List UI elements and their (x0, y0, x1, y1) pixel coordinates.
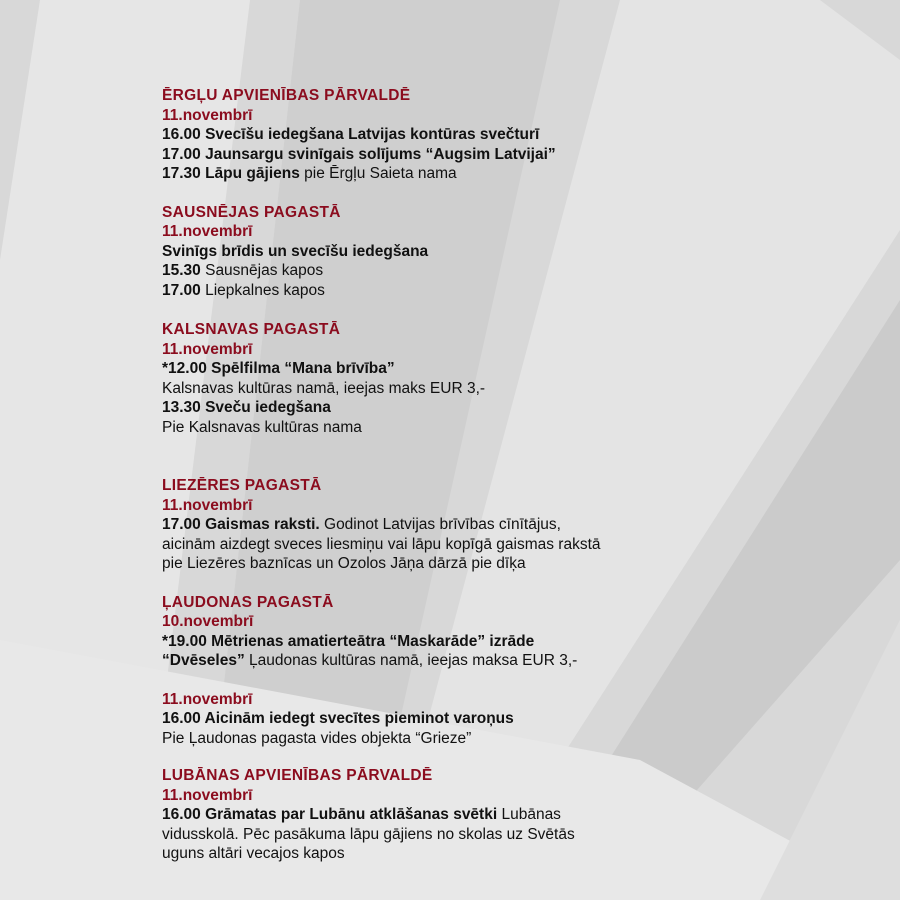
event-line (162, 418, 862, 438)
event-text: Lubānas (497, 806, 561, 823)
event-line (162, 651, 862, 671)
program-section (162, 476, 862, 574)
event-line (162, 825, 862, 845)
event-text: Sausnējas kapos (200, 262, 324, 279)
event-text: aicinām aizdegt sveces liesmiņu vai lāpu kopīgā gaismas rakstā (162, 535, 601, 553)
event-text-bold: 17.30 Lāpu gājiens (162, 165, 300, 182)
event-block (162, 786, 862, 864)
event-block (162, 690, 862, 749)
event-line (162, 242, 862, 262)
section-heading: LIEZĒRES PAGASTĀ (162, 477, 322, 494)
section-heading: SAUSNĒJAS PAGASTĀ (162, 203, 341, 221)
event-text: pie Ērgļu Saieta nama (299, 165, 457, 182)
event-block (162, 222, 862, 300)
section-heading: ĒRGĻU APVIENĪBAS PĀRVALDĒ (162, 87, 411, 104)
program-section (162, 766, 862, 864)
event-text-bold: 17.00 Gaismas raksti. (162, 516, 320, 533)
event-date: 10.novembrī (162, 613, 254, 630)
event-text: vidusskolā. Pēc pasākuma lāpu gājiens no skolas uz Svētās (162, 825, 575, 843)
event-text-bold: “Dvēseles” (162, 652, 245, 669)
event-text-bold: 16.00 Svecīšu iedegšana Latvijas kontūras svečturī (162, 126, 540, 143)
section-heading: KALSNAVAS PAGASTĀ (162, 321, 341, 338)
event-line (162, 125, 862, 145)
section-heading: ĻAUDONAS PAGASTĀ (162, 593, 334, 611)
event-line (162, 554, 862, 574)
event-date: 11.novembrī (162, 340, 253, 358)
event-text: Pie Ļaudonas pagasta vides objekta “Grieze” (162, 729, 472, 747)
event-date: 11.novembrī (162, 223, 253, 240)
event-line (162, 632, 862, 652)
event-date: 11.novembrī (162, 690, 253, 708)
event-line (162, 261, 862, 281)
event-line (162, 515, 862, 535)
program-section (162, 593, 862, 749)
event-text-bold: 16.00 Aicinām iedegt svecītes pieminot varoņus (162, 710, 514, 727)
event-text: uguns altāri vecajos kapos (162, 845, 345, 862)
event-text-bold: *19.00 Mētrienas amatierteātra “Maskarāde” izrāde (162, 632, 535, 650)
event-date: 11.novembrī (162, 496, 253, 514)
event-text-bold: *12.00 Spēlfilma “Mana brīvība” (162, 360, 395, 377)
event-line (162, 729, 862, 749)
event-block (162, 340, 862, 438)
event-text: Liepkalnes kapos (200, 281, 325, 299)
event-line (162, 535, 862, 555)
event-text-bold: Svinīgs brīdis un svecīšu iedegšana (162, 242, 429, 260)
event-line (162, 805, 862, 825)
event-text-bold: 13.30 Sveču iedegšana (162, 399, 331, 416)
event-program (162, 86, 862, 864)
program-section (162, 320, 862, 437)
section-heading: LUBĀNAS APVIENĪBAS PĀRVALDĒ (162, 767, 433, 784)
event-text: Kalsnavas kultūras namā, ieejas maks EUR 3,- (162, 379, 486, 397)
event-line (162, 709, 862, 729)
event-text-bold: 15.30 (162, 262, 201, 279)
event-block (162, 496, 862, 574)
event-line (162, 145, 862, 165)
event-text-bold: 17.00 (162, 281, 201, 299)
event-text-bold: 17.00 Jaunsargu svinīgais solījums “Augsim Latvijai” (162, 145, 556, 163)
event-line (162, 164, 862, 184)
event-date: 11.novembrī (162, 106, 253, 124)
event-line (162, 398, 862, 418)
event-line (162, 281, 862, 301)
program-section (162, 203, 862, 301)
event-line (162, 359, 862, 379)
event-line (162, 844, 862, 864)
event-text: pie Liezēres baznīcas un Ozolos Jāņa dārzā pie dīķa (162, 555, 526, 572)
event-line (162, 379, 862, 399)
event-block (162, 106, 862, 184)
event-date: 11.novembrī (162, 786, 253, 804)
program-section (162, 86, 862, 184)
event-block (162, 612, 862, 671)
event-text: Godinot Latvijas brīvības cīnītājus, (319, 516, 561, 533)
event-text-bold: 16.00 Grāmatas par Lubānu atklāšanas svētki (162, 806, 498, 823)
event-text: Ļaudonas kultūras namā, ieejas maksa EUR 3,- (244, 652, 578, 669)
event-text: Pie Kalsnavas kultūras nama (162, 418, 362, 436)
